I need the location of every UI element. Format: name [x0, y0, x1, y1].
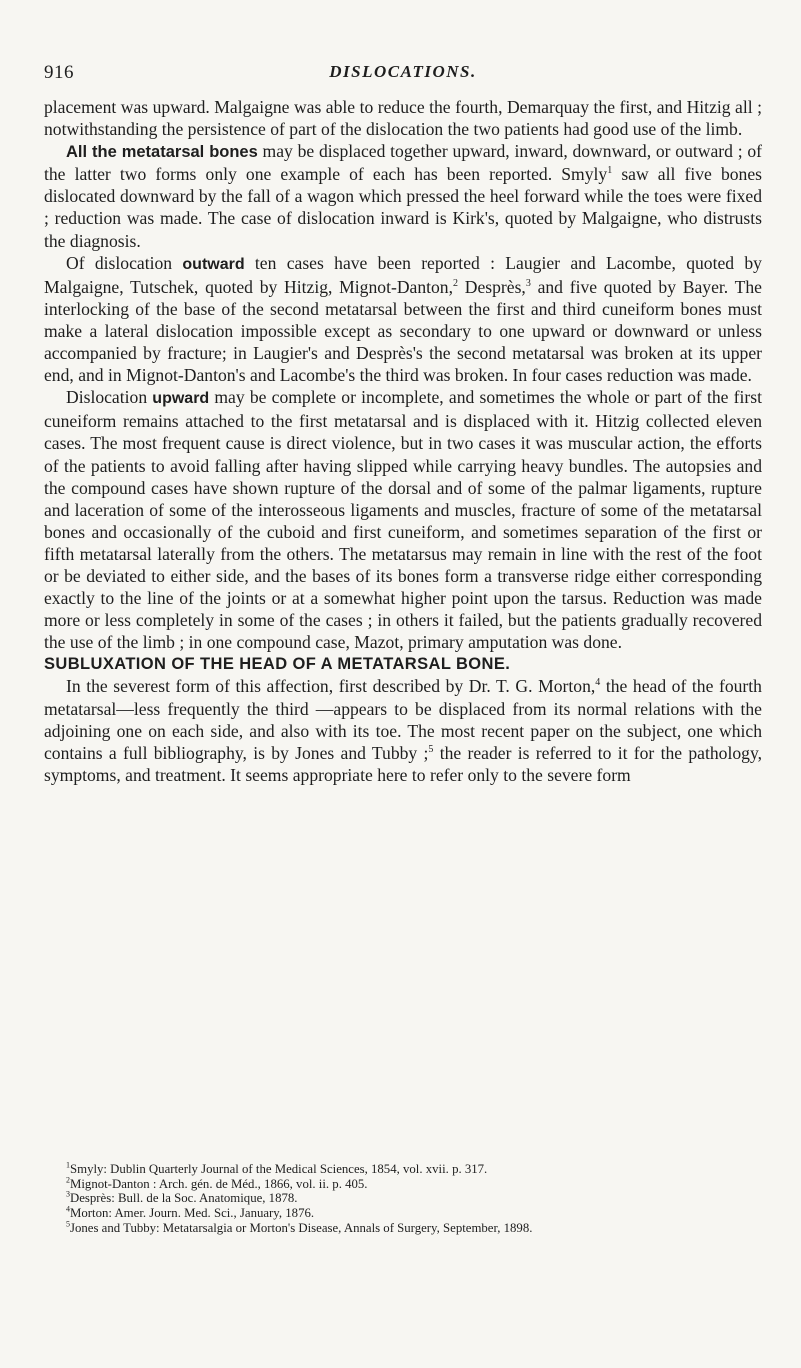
- footnote: [44, 1221, 762, 1236]
- paragraph-text: placement was upward. Malgaigne was able to reduce the fourth, Demarquay the first, and Hitzig all ; notwithstanding the persistence of part of the dislocation the two patients had good use of the limb.: [44, 97, 762, 140]
- paragraph-text: may be displaced together upward, inward, downward, or outward ; of the latter two forms only one example of each has been reported. Smyly: [44, 141, 762, 185]
- paragraph-text: may be complete or incomplete, and sometimes the whole or part of the first cuneiform remains attached to the first metatarsal and is displaced with it. Hitzig collected eleven cases. The most frequent cause is direct violence, but in two cases it was muscular action, the efforts of the patients to avoid falling after having slipped while carrying heavy bundles. The autopsies and the compound cases have shown rupture of the dorsal and of some of the palmar ligaments, rupture and laceration of some of the interosseous ligaments and muscles, fracture of some of the metatarsal bones and occasionally of the cuboid and first cuneiform, and sometimes separation of the first or fifth metatarsal laterally from the others. The metatarsus may remain in line with the rest of the foot or be deviated to either side, and the bases of its bones form a transverse ridge either corresponding exactly to the line of the joints or at a somewhat higher point upon the tarsus. Reduction was made more or less completely in some of the cases ; in others it failed, but the patients gradually recovered the use of the limb ; in one compound case, Mazot, primary amputation was done.: [44, 387, 762, 653]
- footnote-number: 5: [66, 1219, 70, 1229]
- footnote-number: 3: [66, 1190, 70, 1200]
- paragraph: [44, 675, 762, 785]
- section-heading: SUBLUXATION OF THE HEAD OF A METATARSAL BONE.: [44, 655, 511, 674]
- footnote-ref: 3: [525, 277, 531, 289]
- footnote-ref: 4: [595, 677, 601, 689]
- footnotes: [44, 1162, 762, 1236]
- footnote: [44, 1162, 762, 1177]
- footnote-number: 4: [66, 1204, 70, 1214]
- footnote-text: Mignot-Danton : Arch. gén. de Méd., 1866, vol. ii. p. 405.: [70, 1176, 368, 1191]
- footnote: [44, 1191, 762, 1206]
- paragraph-lead: outward: [182, 255, 245, 273]
- footnote-ref: 5: [428, 743, 434, 755]
- paragraph-text: the head of the fourth metatarsal—less frequently the third —appears to be displaced from its normal relations with the adjoining one on each side, and also with its toe. The most recent paper on the subject, one which contains a full bibliography, is by Jones and Tubby ;: [44, 676, 762, 763]
- running-title: DISLOCATIONS.: [329, 62, 477, 81]
- footnote-ref: 2: [453, 277, 459, 289]
- paragraph-text: Dislocation: [66, 387, 153, 408]
- paragraph-text: Desprès,: [458, 276, 526, 297]
- paragraph-text: saw all five bones dislocated downward by the fall of a wagon which pressed the heel forward while the toes were fixed ; reduction was made. The case of dislocation inward is Kirk's, quoted by Malgaigne, who distrusts the diagnosis.: [44, 164, 762, 251]
- footnote-text: Morton: Amer. Journ. Med. Sci., January, 1876.: [70, 1206, 315, 1221]
- footnote: [44, 1177, 762, 1192]
- running-head: [44, 62, 762, 86]
- footnote-text: Desprès: Bull. de la Soc. Anatomique, 1878.: [70, 1191, 298, 1206]
- paragraph: [44, 386, 762, 653]
- paragraph-text: In the severest form of this affection, first described by Dr. T. G. Morton,: [66, 676, 596, 697]
- footnote-number: 1: [66, 1160, 70, 1170]
- footnote: [44, 1206, 762, 1221]
- paragraph-text: and five quoted by Bayer. The interlocking of the base of the second metatarsal between the first and third cuneiform bones must make a lateral dislocation impossible except as secondary to one upward or downward or unless accompanied by fracture; in Laugier's and Desprès's the second metatarsal was broken at its upper end, and in Mignot-Danton's and Lacombe's the third was broken. In four cases reduction was made.: [44, 276, 762, 386]
- paragraph-text: Of dislocation: [66, 252, 183, 273]
- body-text: [44, 96, 762, 786]
- paragraph-text: ten cases have been reported : Laugier and Lacombe, quoted by Malgaigne, Tutschek, quoted by Hitzig, Mignot-Danton,: [44, 252, 762, 297]
- footnote-text: Jones and Tubby: Metatarsalgia or Morton's Disease, Annals of Surgery, September, 1898.: [70, 1220, 533, 1235]
- footnote-text: Smyly: Dublin Quarterly Journal of the Medical Sciences, 1854, vol. xvii. p. 317.: [70, 1162, 488, 1176]
- paragraph: [44, 96, 762, 140]
- footnote-number: 2: [66, 1175, 70, 1185]
- paragraph: [44, 140, 762, 251]
- paragraph-lead: All the metatarsal bones: [66, 143, 258, 162]
- paragraph-text: the reader is referred to it for the pathology, symptoms, and treatment. It seems appropriate here to refer only to the severe form: [44, 742, 762, 785]
- paragraph: [44, 252, 762, 387]
- paragraph-lead: upward: [152, 390, 210, 408]
- footnote-ref: 1: [607, 165, 613, 177]
- page-number: 916: [44, 62, 74, 83]
